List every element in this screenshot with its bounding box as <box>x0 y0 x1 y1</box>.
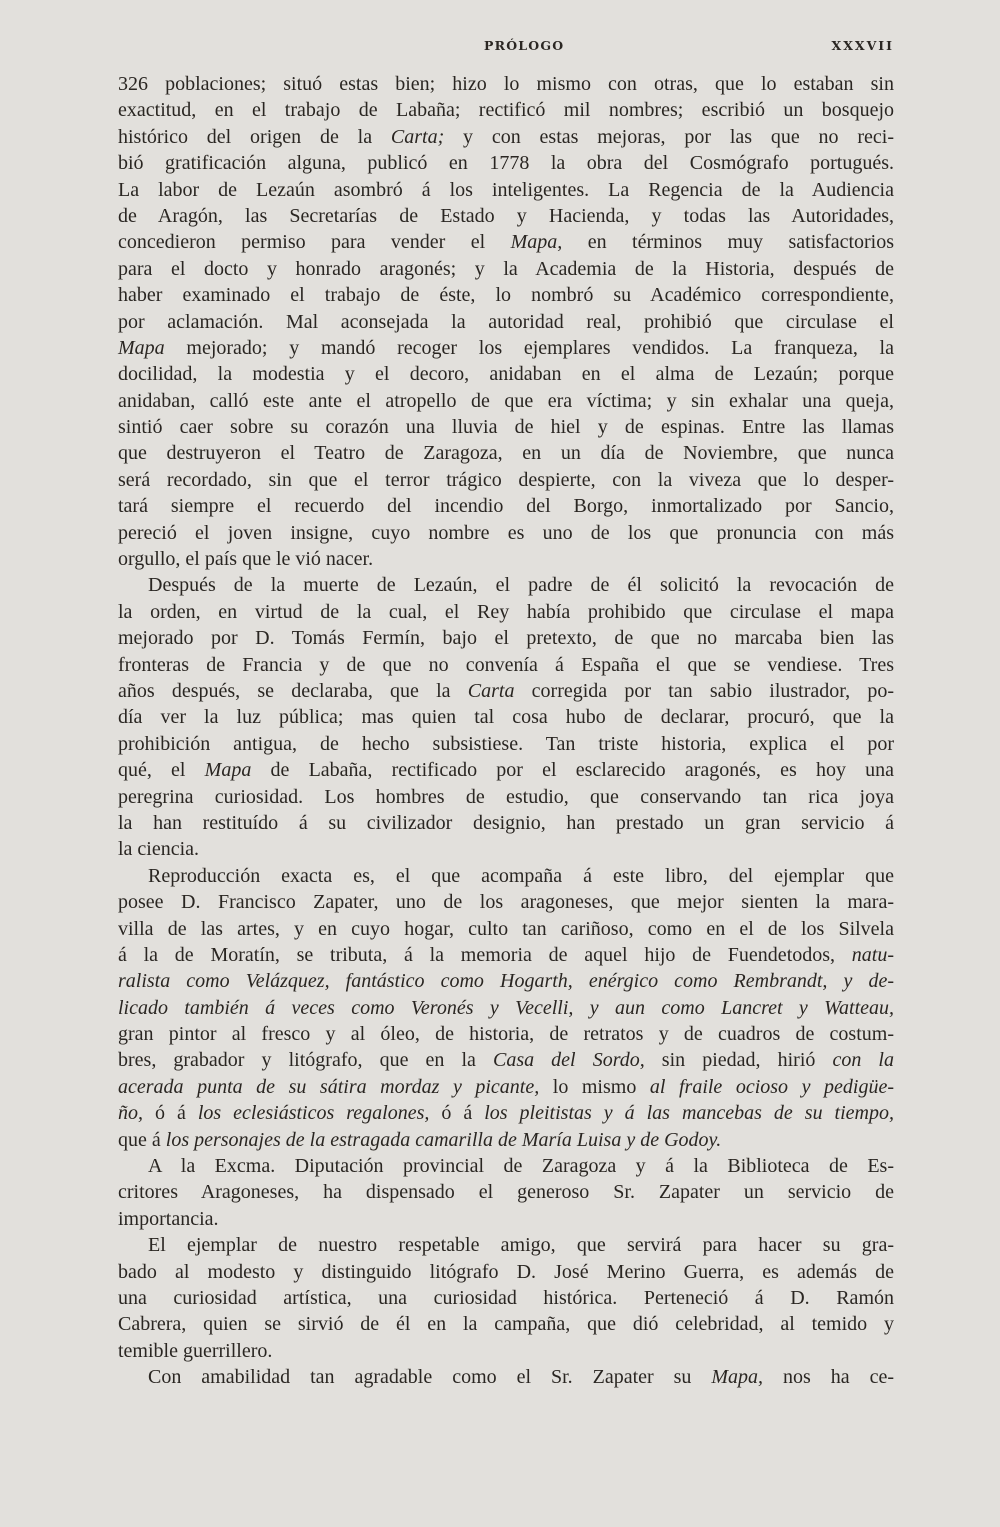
italic-text: natu- <box>851 943 894 966</box>
text-run: años después, se declaraba, que la <box>118 679 468 702</box>
text-line <box>118 599 894 625</box>
text-line <box>118 1074 894 1100</box>
text-run: villa de las artes, y en cuyo hogar, culto tan cariñoso, como en el de los Silvela <box>118 917 894 940</box>
text-run: peregrina curiosidad. Los hombres de estudio, que conservando tan rica joya <box>118 785 894 808</box>
text-line <box>118 493 894 519</box>
text-line <box>118 1100 894 1126</box>
text-line <box>118 1364 894 1390</box>
text-run: ó á <box>429 1102 485 1125</box>
text-run: corregida por tan sabio ilustrador, po- <box>514 679 894 702</box>
text-run: posee D. Francisco Zapater, uno de los aragoneses, que mejor sienten la mara- <box>118 891 894 914</box>
text-line <box>118 1047 894 1073</box>
text-line <box>118 572 894 598</box>
text-run: bado al modesto y distinguido litógrafo D. José Merino Guerra, es además de <box>118 1260 894 1283</box>
text-run: bió gratificación alguna, publicó en 1778 la obra del Cosmógrafo portugués. <box>118 152 894 175</box>
italic-text: acerada punta de su sátira mordaz y picante, <box>118 1075 540 1098</box>
text-line <box>118 995 894 1021</box>
italic-text: con la <box>832 1049 894 1072</box>
italic-text: los personajes de la estragada camarilla de María Luisa y de Godoy. <box>165 1128 722 1151</box>
text-line <box>118 704 894 730</box>
text-run: tará siempre el recuerdo del incendio del Borgo, inmortalizado por Sancio, <box>118 495 894 518</box>
italic-text: los pleitistas y á las mancebas de su tiempo, <box>484 1102 894 1125</box>
text-line <box>118 361 894 387</box>
text-run: 326 poblaciones; situó estas bien; hizo lo mismo con otras, que lo estaban sin <box>118 73 894 95</box>
text-run: la ciencia. <box>118 838 200 861</box>
text-line <box>118 309 894 335</box>
text-run: bres, grabador y litógrafo, que en la <box>118 1049 493 1072</box>
text-line <box>118 1021 894 1047</box>
text-run: temible guerrillero. <box>118 1339 273 1362</box>
text-run: El ejemplar de nuestro respetable amigo, que servirá para hacer su gra- <box>148 1234 894 1257</box>
text-run: pereció el joven insigne, cuyo nombre es uno de los que pronuncia con más <box>118 521 894 544</box>
text-run: prohibición antigua, de hecho subsistiese. Tan triste historia, explica el por <box>118 732 894 755</box>
text-run: una curiosidad artística, una curiosidad histórica. Perteneció á D. Ramón <box>118 1286 894 1309</box>
text-line <box>118 1179 894 1205</box>
text-line <box>118 71 894 97</box>
text-line <box>118 810 894 836</box>
text-line <box>118 652 894 678</box>
text-run: mejorado por D. Tomás Fermín, bajo el pretexto, de que no marcaba bien las <box>118 627 894 650</box>
text-run: La labor de Lezaún asombró á los inteligentes. La Regencia de la Audiencia <box>118 178 894 201</box>
page-number: XXXVII <box>831 38 894 53</box>
text-run: orgullo, el país que le vió nacer. <box>118 548 374 571</box>
text-line <box>118 916 894 942</box>
text-line <box>118 968 894 994</box>
text-run: concedieron permiso para vender el <box>118 231 511 254</box>
text-line <box>118 282 894 308</box>
text-run: sin piedad, hirió <box>644 1049 833 1072</box>
text-run: de Aragón, las Secretarías de Estado y Hacienda, y todas las Autoridades, <box>118 204 894 227</box>
text-run: qué, el <box>118 759 205 782</box>
text-run: á la de Moratín, se tributa, á la memoria de aquel hijo de Fuendetodos, <box>118 943 852 966</box>
text-line <box>118 150 894 176</box>
text-run: de Labaña, rectificado por el esclarecido aragonés, es hoy una <box>251 759 894 782</box>
text-run: anidaban, calló este ante el atropello de que era víctima; y sin exhalar una queja, <box>118 389 894 412</box>
text-line <box>118 889 894 915</box>
text-run: la han restituído á su civilizador designio, han prestado un gran servicio á <box>118 811 894 834</box>
italic-text: Mapa <box>204 759 252 782</box>
text-run: ó á <box>143 1102 198 1125</box>
text-line <box>118 678 894 704</box>
text-line <box>118 467 894 493</box>
text-run: Con amabilidad tan agradable como el Sr. Zapater su <box>148 1366 712 1389</box>
text-line <box>118 942 894 968</box>
text-line <box>118 440 894 466</box>
text-run: histórico del origen de la <box>118 125 391 148</box>
text-run: Reproducción exacta es, el que acompaña á este libro, del ejemplar que <box>148 864 894 887</box>
text-run: y con estas mejoras, por las que no reci- <box>444 125 894 148</box>
text-line <box>118 1153 894 1179</box>
text-run: la orden, en virtud de la cual, el Rey había prohibido que circulase el mapa <box>118 600 894 623</box>
text-run: que á <box>118 1128 166 1151</box>
text-run: para el docto y honrado aragonés; y la Academia de la Historia, después de <box>118 257 894 280</box>
text-run: gran pintor al fresco y al óleo, de historia, de retratos y de cuadros de costum- <box>118 1023 894 1046</box>
body-text <box>118 71 894 1391</box>
text-line <box>118 124 894 150</box>
italic-text: Mapa, <box>510 231 563 254</box>
text-run: exactitud, en el trabajo de Labaña; rectificó mil nombres; escribió un bosquejo <box>118 99 894 122</box>
text-run: será recordado, sin que el terror trágico despierte, con la viveza que lo desper- <box>118 468 894 491</box>
text-run: Después de la muerte de Lezaún, el padre de él solicitó la revocación de <box>148 574 894 597</box>
text-line <box>118 546 894 572</box>
text-line <box>118 256 894 282</box>
italic-text: Casa del Sordo, <box>492 1049 645 1072</box>
text-run: mejorado; y mandó recoger los ejemplares vendidos. La franqueza, la <box>164 336 894 359</box>
text-line <box>118 1285 894 1311</box>
text-line <box>118 177 894 203</box>
italic-text: Mapa <box>118 336 165 359</box>
text-line <box>118 97 894 123</box>
text-run: en términos muy satisfactorios <box>562 231 895 254</box>
text-line <box>118 784 894 810</box>
text-line <box>118 203 894 229</box>
text-run: critores Aragoneses, ha dispensado el generoso Sr. Zapater un servicio de <box>118 1181 894 1204</box>
text-line <box>118 335 894 361</box>
italic-text: Carta; <box>390 125 445 148</box>
italic-text: Mapa, <box>711 1366 764 1389</box>
text-run: A la Excma. Diputación provincial de Zaragoza y á la Biblioteca de Es- <box>148 1155 894 1178</box>
text-line <box>118 1338 894 1364</box>
text-run: sintió caer sobre su corazón una lluvia de hiel y de espinas. Entre las llamas <box>118 416 894 439</box>
running-title: PRÓLOGO <box>484 38 565 53</box>
text-line <box>118 1127 894 1153</box>
text-line <box>118 414 894 440</box>
text-run: que destruyeron el Teatro de Zaragoza, en un día de Noviembre, que nunca <box>118 442 894 465</box>
text-line <box>118 863 894 889</box>
text-line <box>118 731 894 757</box>
text-line <box>118 1206 894 1232</box>
italic-text: los eclesiásticos regalones, <box>197 1102 430 1125</box>
page-header <box>118 38 894 56</box>
text-run: haber examinado el trabajo de éste, lo nombró su Académico correspondiente, <box>118 284 894 307</box>
text-run: por aclamación. Mal aconsejada la autoridad real, prohibió que circulase el <box>118 310 894 333</box>
text-line <box>118 1311 894 1337</box>
italic-text: al fraile ocioso y pedigüe- <box>649 1075 894 1098</box>
text-line <box>118 757 894 783</box>
text-run: día ver la luz pública; mas quien tal cosa hubo de declarar, procuró, que la <box>118 706 894 729</box>
text-line <box>118 836 894 862</box>
italic-text: ralista como Velázquez, fantástico como Hogarth, enérgico como Rembrandt, y de- <box>118 970 894 993</box>
text-run: fronteras de Francia y de que no convenía á España el que se vendiese. Tres <box>118 653 894 676</box>
text-run: importancia. <box>118 1207 219 1230</box>
text-run: nos ha ce- <box>763 1366 894 1389</box>
italic-text: ño, <box>118 1102 143 1125</box>
text-line <box>118 229 894 255</box>
text-run: lo mismo <box>539 1075 650 1098</box>
italic-text: licado también á veces como Veronés y Vecelli, y aun como Lancret y Watteau, <box>118 996 894 1019</box>
text-run: Cabrera, quien se sirvió de él en la campaña, que dió celebridad, al temido y <box>118 1313 894 1336</box>
text-line <box>118 625 894 651</box>
text-line <box>118 1259 894 1285</box>
italic-text: Carta <box>467 679 515 702</box>
text-line <box>118 520 894 546</box>
text-line <box>118 388 894 414</box>
text-line <box>118 1232 894 1258</box>
text-run: docilidad, la modestia y el decoro, anidaban en el alma de Lezaún; porque <box>118 363 894 386</box>
